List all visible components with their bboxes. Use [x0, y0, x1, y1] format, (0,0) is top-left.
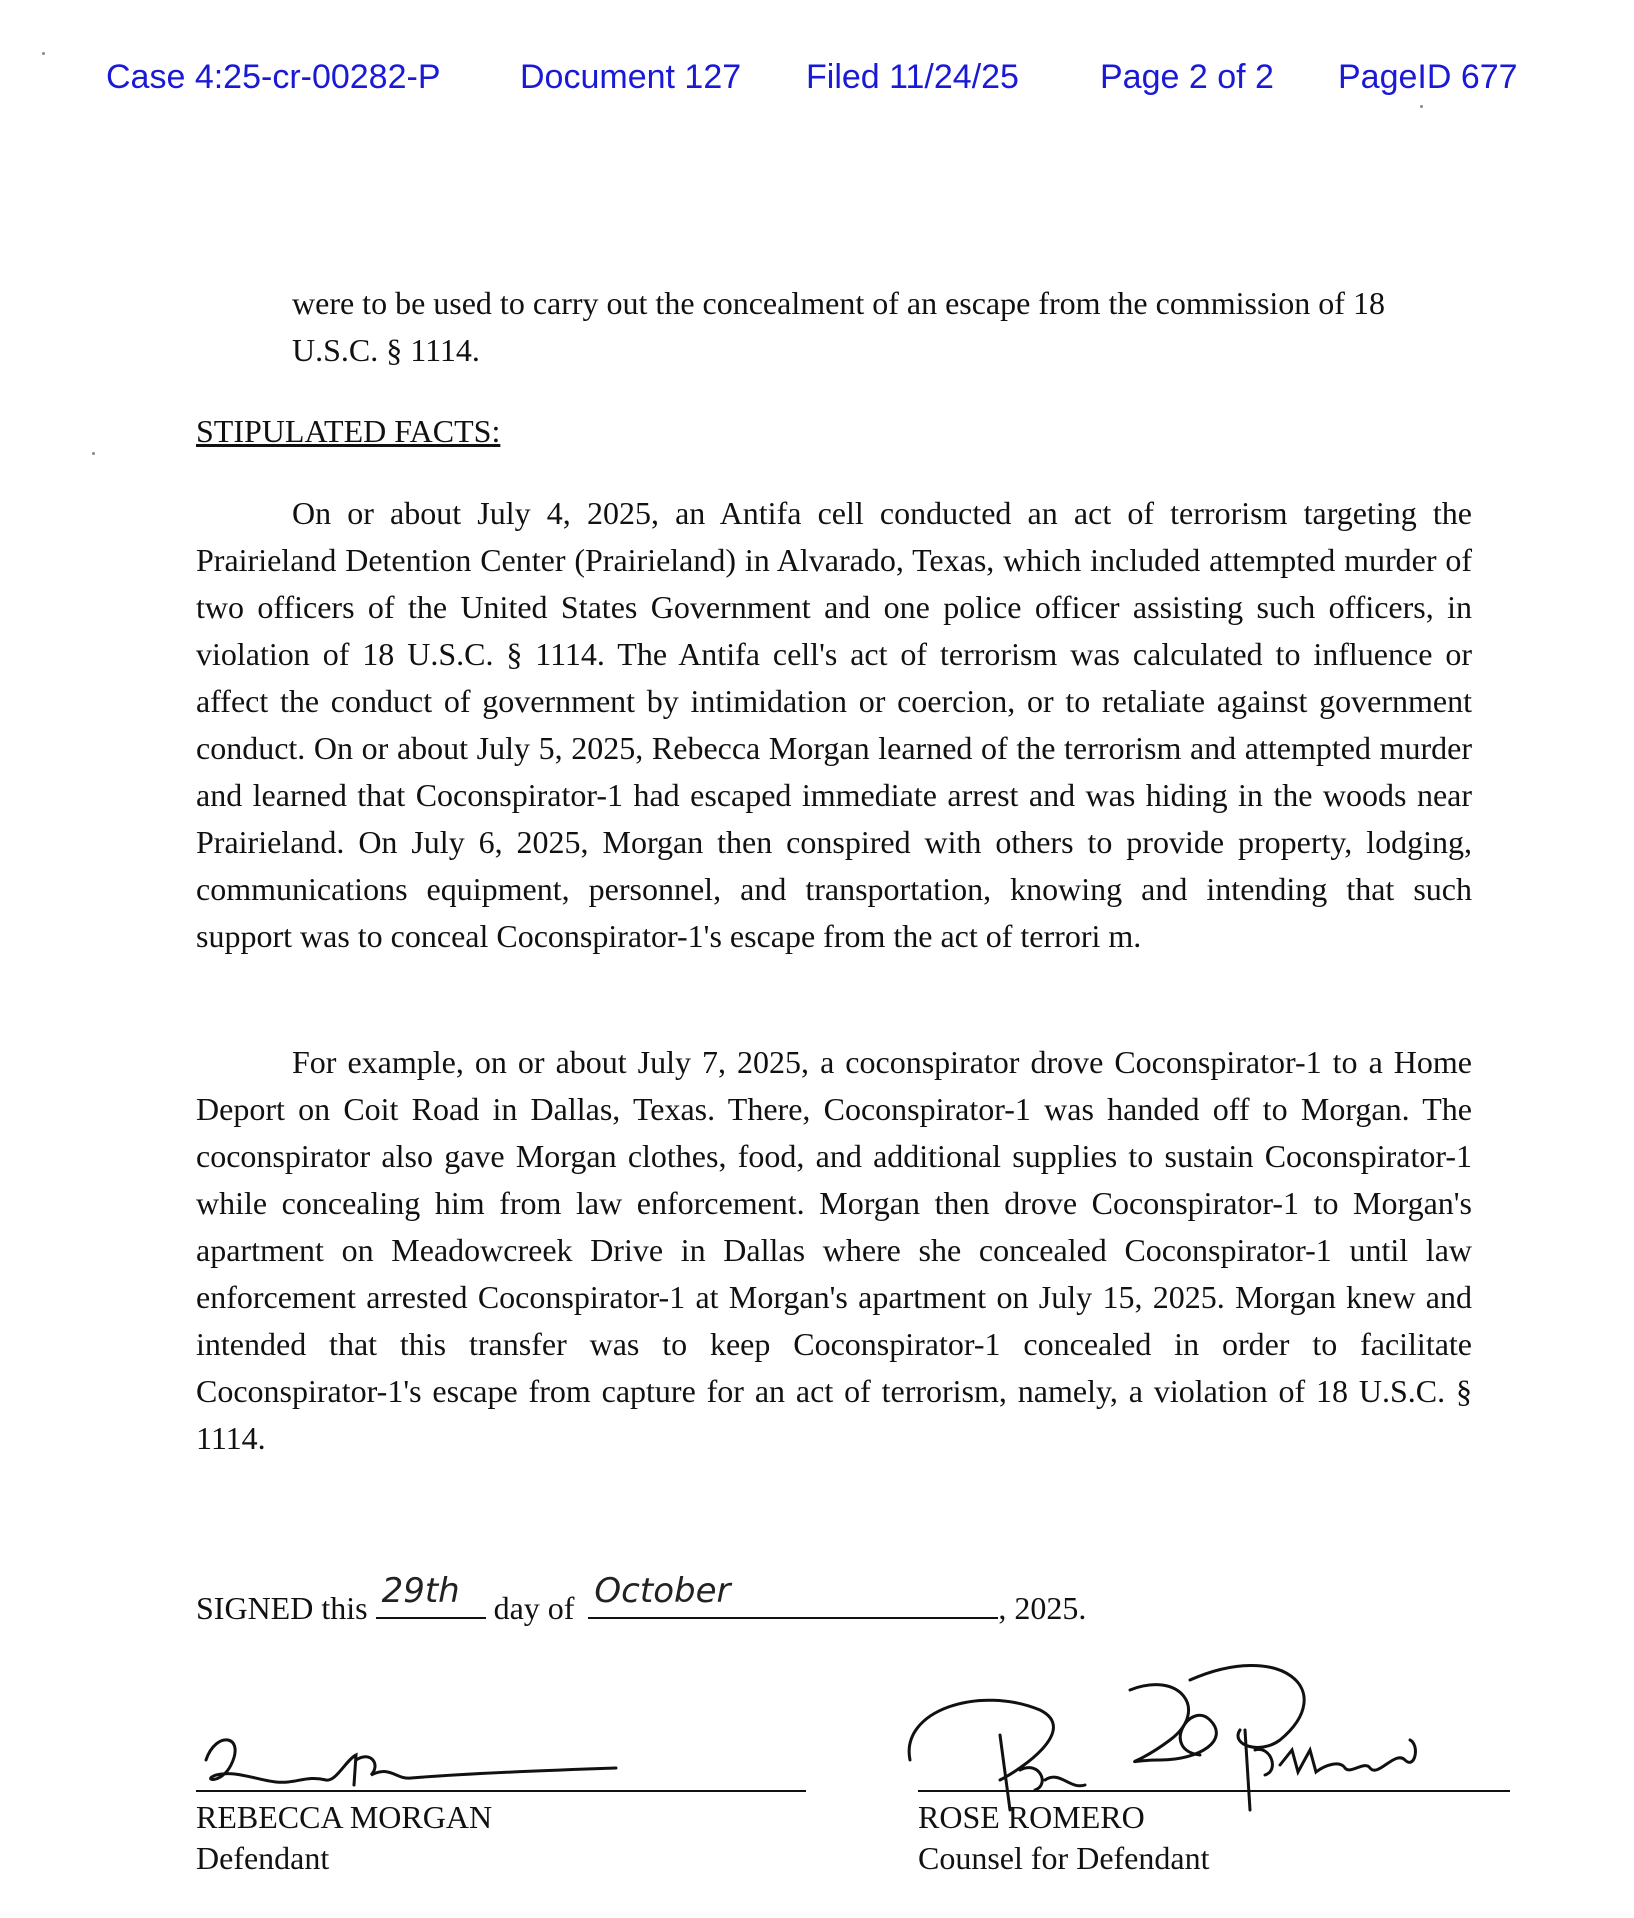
paragraph-text: For example, on or about July 7, 2025, a coconspirator drove Coconspirator-1 to a Home Deport on Coit Road in Dallas, Texas. There, Coconspirator-1 was handed off to Morgan. The coconspirator also gave Morgan clothes, food, and additional supplies to sustain Coconspirator-1 while concealing him from law enforcement. Morgan then drove Coconspirator-1 to Morgan's apartment on Meadowcreek Drive in Dallas where she concealed Coconspirator-1 until law enforcement arrested Coconspirator-1 at Morgan's apartment on July 15, 2025. Morgan knew and intended that this transfer was to keep Coconspirator-1 concealed in order to facilitate Coconspirator-1's escape from capture for an act of terrorism, namely, a violation of 18 U.S.C. § 1114. [196, 1044, 1472, 1456]
paragraph [196, 490, 1472, 960]
signed-prefix: SIGNED this [196, 1590, 368, 1626]
scan-speck [1420, 105, 1423, 108]
scan-speck [92, 452, 95, 455]
scan-speck [42, 52, 45, 55]
day-of-text: day of [493, 1590, 575, 1626]
defendant-role: Defendant [196, 1840, 330, 1876]
defendant-signature [196, 1720, 616, 1800]
paragraph-text: On or about July 4, 2025, an Antifa cell conducted an act of terrorism targeting the Prairieland Detention Center (Prairieland) in Alvarado, Texas, which included attempted murder of two officers of the United States Government and one police officer assisting such officers, in violation of 18 U.S.C. § 1114. The Antifa cell's act of terrorism was calculated to influence or affect the conduct of government by intimidation or coercion, or to retaliate against government conduct. On or about July 5, 2025, Rebecca Morgan learned of the terrorism and attempted murder and learned that Coconspirator-1 had escaped immediate arrest and was hiding in the woods near Prairieland. On July 6, 2025, Morgan then conspired with others to provide property, lodging, communications equipment, personnel, and transportation, knowing and intending that such support was to conceal Coconspirator-1's escape from the act of terrori m. [196, 495, 1472, 954]
section-heading: STIPULATED FACTS: [196, 413, 501, 449]
counsel-role: Counsel for Defendant [918, 1840, 1210, 1876]
counsel-signature-line [918, 1790, 1510, 1792]
year-text: , 2025. [998, 1590, 1087, 1626]
month-blank [588, 1571, 998, 1619]
counsel-signature [900, 1650, 1520, 1820]
counsel-name: ROSE ROMERO [918, 1799, 1145, 1835]
case-number: Case 4:25-cr-00282-P [106, 58, 441, 96]
defendant-signature-line [196, 1790, 806, 1792]
paragraph [196, 1039, 1472, 1462]
intro-text: were to be used to carry out the concealment of an escape from the commission of 18 U.S.C. § 1114. [292, 285, 1385, 368]
handwritten-day: 29th [381, 1571, 460, 1611]
page-id: PageID 677 [1338, 58, 1518, 96]
document-number: Document 127 [520, 58, 742, 96]
ecf-header [0, 58, 1634, 104]
filed-date: Filed 11/24/25 [806, 58, 1019, 96]
handwritten-month: October [594, 1571, 731, 1611]
signed-date-line [196, 1571, 1087, 1632]
defendant-name: REBECCA MORGAN [196, 1799, 493, 1835]
day-blank [376, 1571, 486, 1619]
page-count: Page 2 of 2 [1100, 58, 1274, 96]
